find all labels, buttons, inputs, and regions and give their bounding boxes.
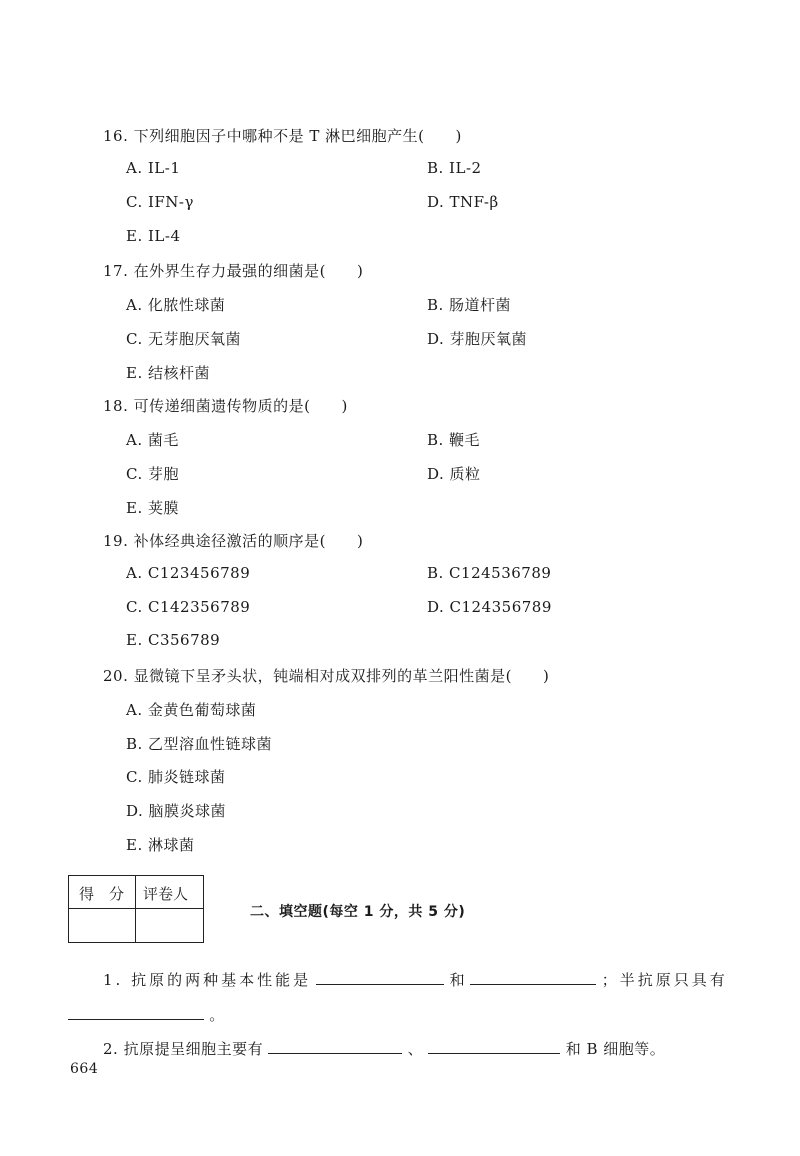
question-17-option-c: C. 无芽胞厌氧菌 [126,330,241,348]
question-16-option-e: E. IL-4 [126,227,181,245]
question-19-stem: 19. 补体经典途径激活的顺序是( ) [103,532,364,550]
page-number: 664 [70,1061,99,1077]
score-label: 得 分 [79,885,125,903]
question-18-option-e: E. 荚膜 [126,499,179,517]
question-16-option-d: D. TNF-β [427,193,499,211]
question-17-stem: 17. 在外界生存力最强的细菌是( ) [103,262,364,280]
question-19-option-c: C. C142356789 [126,598,251,616]
question-17-option-e: E. 结核杆菌 [126,364,210,382]
answer-blank-5[interactable] [428,1039,560,1054]
fill-question-1-text-a: 1. 抗原的两种基本性能是 [103,971,312,989]
question-16-option-b: B. IL-2 [427,159,482,177]
question-19-option-b: B. C124536789 [427,564,552,582]
question-20-option-e: E. 淋球菌 [126,836,195,854]
fill-question-2-text-a: 2. 抗原提呈细胞主要有 [103,1040,264,1058]
answer-blank-2[interactable] [470,970,596,985]
question-20-option-d: D. 脑膜炎球菌 [126,802,227,820]
question-18-option-c: C. 芽胞 [126,465,179,483]
question-20-option-b: B. 乙型溶血性链球菌 [126,735,273,753]
answer-blank-4[interactable] [268,1039,402,1054]
question-18-option-d: D. 质粒 [427,465,481,483]
question-18-option-a: A. 菌毛 [126,431,179,449]
fill-question-1 [103,969,728,990]
question-19-option-a: A. C123456789 [126,564,251,582]
section-title: 二、填空题(每空 1 分，共 5 分) [250,904,466,920]
question-16-stem: 16. 下列细胞因子中哪种不是 T 淋巴细胞产生( ) [103,127,462,145]
question-20-stem: 20. 显微镜下呈矛头状，钝端相对成双排列的革兰阳性菌是( ) [103,667,550,685]
question-18-option-b: B. 鞭毛 [427,431,481,449]
fill-question-1-text-c: ；半抗原只具有 [601,971,728,989]
question-16-option-c: C. IFN-γ [126,193,194,211]
question-20-option-a: A. 金黄色葡萄球菌 [126,701,257,719]
fill-question-1-continued [68,1004,225,1025]
question-20-option-c: C. 肺炎链球菌 [126,768,226,786]
score-table-divider-horizontal [69,908,203,909]
fill-question-2-text-b: 、 [407,1040,424,1058]
fill-question-1-end: 。 [209,1006,225,1024]
question-18-stem: 18. 可传递细菌遗传物质的是( ) [103,397,348,415]
question-19-option-d: D. C124356789 [427,598,552,616]
answer-blank-1[interactable] [316,970,444,985]
answer-blank-3[interactable] [68,1005,204,1020]
question-17-option-a: A. 化脓性球菌 [126,296,226,314]
question-17-option-b: B. 肠道杆菌 [427,296,512,314]
grader-label: 评卷人 [143,885,189,903]
score-table-divider-vertical [135,876,136,942]
question-16-option-a: A. IL-1 [126,159,181,177]
score-table [68,875,204,943]
fill-question-2-text-c: 和 B 细胞等。 [565,1040,666,1058]
fill-question-2 [103,1038,665,1059]
question-19-option-e: E. C356789 [126,631,221,649]
question-17-option-d: D. 芽胞厌氧菌 [427,330,528,348]
fill-question-1-text-b: 和 [449,971,466,989]
